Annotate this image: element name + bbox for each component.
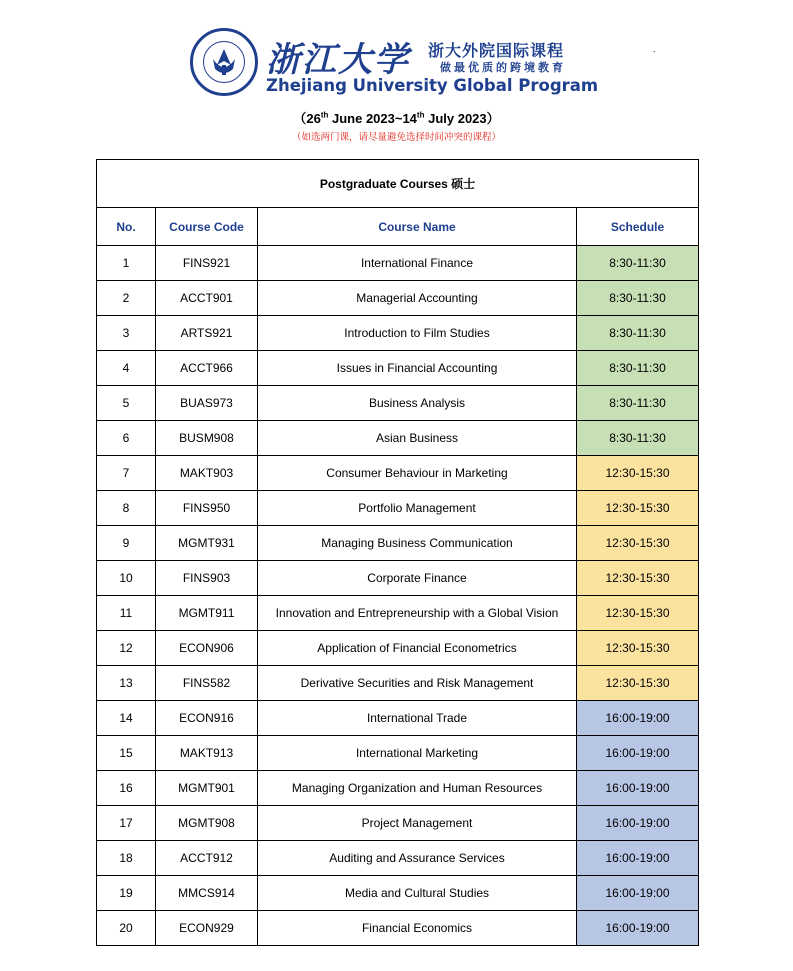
course-name: Financial Economics: [258, 911, 577, 946]
course-code: MMCS914: [156, 876, 258, 911]
course-table: [96, 159, 699, 946]
brand-english-name: Zhejiang University Global Program: [266, 76, 599, 95]
table-title-row: [97, 160, 699, 208]
table-row: [97, 666, 699, 701]
course-schedule: 12:30-15:30: [577, 631, 699, 666]
table-row: [97, 246, 699, 281]
course-no: 16: [97, 771, 156, 806]
course-schedule: 16:00-19:00: [577, 806, 699, 841]
course-schedule: 16:00-19:00: [577, 876, 699, 911]
course-name: Auditing and Assurance Services: [258, 841, 577, 876]
course-name: Managing Organization and Human Resources: [258, 771, 577, 806]
course-no: 6: [97, 421, 156, 456]
course-schedule: 12:30-15:30: [577, 456, 699, 491]
course-name: International Marketing: [258, 736, 577, 771]
course-schedule: 16:00-19:00: [577, 771, 699, 806]
course-code: FINS921: [156, 246, 258, 281]
course-schedule: 16:00-19:00: [577, 701, 699, 736]
table-title: Postgraduate Courses 硕士: [97, 160, 699, 208]
course-no: 8: [97, 491, 156, 526]
course-schedule: 12:30-15:30: [577, 561, 699, 596]
course-code: BUSM908: [156, 421, 258, 456]
table-row: [97, 771, 699, 806]
course-no: 1: [97, 246, 156, 281]
header-course-name: Course Name: [258, 208, 577, 246]
brand-slogan: 做最优质的跨境教育: [440, 61, 566, 74]
course-no: 12: [97, 631, 156, 666]
course-schedule: 16:00-19:00: [577, 911, 699, 946]
course-name: Innovation and Entrepreneurship with a Global Vision: [258, 596, 577, 631]
course-no: 3: [97, 316, 156, 351]
course-name: Corporate Finance: [258, 561, 577, 596]
course-name: Issues in Financial Accounting: [258, 351, 577, 386]
course-no: 15: [97, 736, 156, 771]
course-schedule: 16:00-19:00: [577, 841, 699, 876]
course-name: Asian Business: [258, 421, 577, 456]
course-no: 13: [97, 666, 156, 701]
course-schedule: 12:30-15:30: [577, 596, 699, 631]
brand-chinese-name: 浙江大学: [266, 40, 410, 80]
table-row: [97, 701, 699, 736]
course-no: 7: [97, 456, 156, 491]
course-name: Managing Business Communication: [258, 526, 577, 561]
course-name: Application of Financial Econometrics: [258, 631, 577, 666]
course-name: Derivative Securities and Risk Management: [258, 666, 577, 701]
page-header: [190, 28, 610, 98]
program-dates: （26th June 2023~14th July 2023）: [293, 110, 500, 126]
course-no: 4: [97, 351, 156, 386]
brand-program-name: 浙大外院国际课程: [428, 41, 565, 60]
course-code: FINS582: [156, 666, 258, 701]
table-row: [97, 736, 699, 771]
course-no: 18: [97, 841, 156, 876]
table-row: [97, 911, 699, 946]
selection-note: （如选两门课，请尽量避免选择时间冲突的课程）: [291, 132, 501, 143]
course-code: FINS903: [156, 561, 258, 596]
course-code: ARTS921: [156, 316, 258, 351]
course-no: 14: [97, 701, 156, 736]
course-no: 20: [97, 911, 156, 946]
course-name: Business Analysis: [258, 386, 577, 421]
stray-mark: .: [653, 44, 656, 54]
table-row: [97, 841, 699, 876]
course-schedule: 8:30-11:30: [577, 281, 699, 316]
course-name: Introduction to Film Studies: [258, 316, 577, 351]
table-row: [97, 421, 699, 456]
course-code: MAKT903: [156, 456, 258, 491]
table-header-row: [97, 208, 699, 246]
course-name: Managerial Accounting: [258, 281, 577, 316]
table-row: [97, 386, 699, 421]
course-name: International Trade: [258, 701, 577, 736]
course-code: MGMT911: [156, 596, 258, 631]
course-name: Project Management: [258, 806, 577, 841]
table-row: [97, 456, 699, 491]
course-name: International Finance: [258, 246, 577, 281]
course-code: MGMT908: [156, 806, 258, 841]
table-row: [97, 316, 699, 351]
course-no: 11: [97, 596, 156, 631]
course-code: BUAS973: [156, 386, 258, 421]
course-code: ACCT966: [156, 351, 258, 386]
table-row: [97, 351, 699, 386]
course-schedule: 8:30-11:30: [577, 316, 699, 351]
course-no: 17: [97, 806, 156, 841]
course-name: Portfolio Management: [258, 491, 577, 526]
table-row: [97, 876, 699, 911]
course-code: ECON906: [156, 631, 258, 666]
course-schedule: 12:30-15:30: [577, 666, 699, 701]
course-schedule: 12:30-15:30: [577, 526, 699, 561]
course-schedule: 16:00-19:00: [577, 736, 699, 771]
course-name: Media and Cultural Studies: [258, 876, 577, 911]
table-row: [97, 561, 699, 596]
table-row: [97, 596, 699, 631]
course-code: MAKT913: [156, 736, 258, 771]
header-schedule: Schedule: [577, 208, 699, 246]
course-no: 9: [97, 526, 156, 561]
course-schedule: 8:30-11:30: [577, 351, 699, 386]
table-row: [97, 281, 699, 316]
table-row: [97, 806, 699, 841]
course-code: ECON929: [156, 911, 258, 946]
course-code: ECON916: [156, 701, 258, 736]
course-no: 2: [97, 281, 156, 316]
course-code: ACCT912: [156, 841, 258, 876]
course-no: 19: [97, 876, 156, 911]
header-no: No.: [97, 208, 156, 246]
course-code: MGMT901: [156, 771, 258, 806]
course-code: MGMT931: [156, 526, 258, 561]
course-schedule: 8:30-11:30: [577, 421, 699, 456]
course-code: FINS950: [156, 491, 258, 526]
table-row: [97, 631, 699, 666]
course-schedule: 8:30-11:30: [577, 246, 699, 281]
course-no: 5: [97, 386, 156, 421]
university-seal-logo: [190, 28, 258, 96]
course-name: Consumer Behaviour in Marketing: [258, 456, 577, 491]
table-row: [97, 491, 699, 526]
header-course-code: Course Code: [156, 208, 258, 246]
course-no: 10: [97, 561, 156, 596]
course-code: ACCT901: [156, 281, 258, 316]
table-row: [97, 526, 699, 561]
course-schedule: 8:30-11:30: [577, 386, 699, 421]
course-schedule: 12:30-15:30: [577, 491, 699, 526]
